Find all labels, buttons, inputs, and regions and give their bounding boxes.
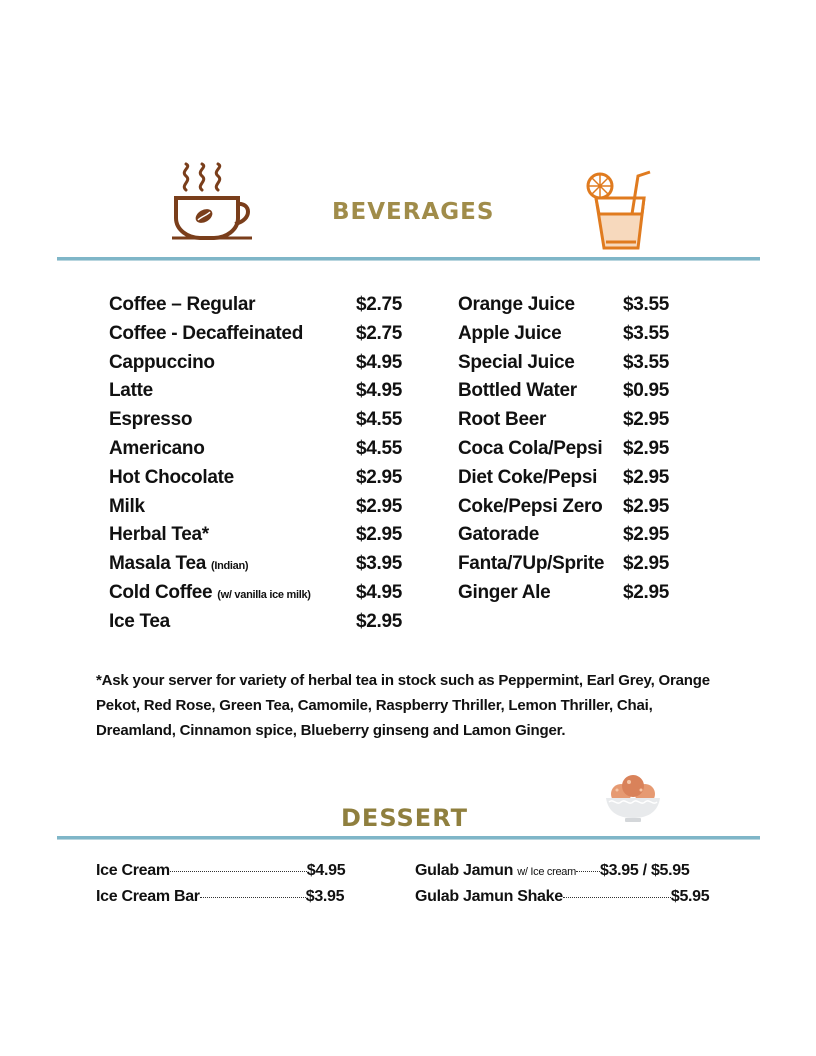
menu-item [109,352,409,381]
menu-item [458,380,688,409]
menu-item [458,553,688,582]
dessert-text: $4.95 [306,862,346,879]
item-name: Ginger Ale [458,581,551,603]
dessert-title: DESSERT [341,804,468,832]
menu-item [458,409,688,438]
item-price: $2.95 [623,437,670,459]
item-price: $2.95 [356,610,403,632]
herbal-tea-footnote: *Ask your server for variety of herbal tea in stock such as Peppermint, Earl Grey, Orange Pekot, Red Rose, Green Tea, Camomile, Raspberry Thriller, Lemon Thriller, Chai, Dreamland, Cinnamon spice, Blueberry ginseng and Lamon Ginger. [96,672,710,739]
menu-item [458,323,688,352]
item-price: $2.95 [356,495,403,517]
item-name: Root Beer [458,409,547,431]
item-price: $2.95 [623,524,670,546]
item-price: $2.75 [356,322,403,344]
beverages-title: BEVERAGES [332,199,495,225]
dessert-item [415,888,709,906]
item-name: Espresso [109,409,193,431]
item-name: Latte [109,380,153,402]
item-price: $2.95 [623,553,670,575]
beverages-left-column [109,294,409,640]
menu-item [109,524,409,553]
dessert-text: Ice Cream Bar [96,888,200,905]
item-note: w/ Ice cream [517,866,576,878]
item-name: Bottled Water [458,380,577,402]
dessert-text: $5.95 [670,888,710,905]
item-name: Orange Juice [458,294,575,315]
item-name: Americano [109,437,205,459]
menu-item [109,611,409,640]
menu-item [458,467,688,496]
item-name: Masala Tea (Indian) [109,553,249,575]
item-name: Herbal Tea* [109,524,209,546]
item-price: $4.55 [356,437,403,459]
dessert-text: $3.95 [305,888,345,905]
dot-leader [170,871,307,872]
item-price: $0.95 [623,380,670,402]
item-name: Coffee – Regular [109,294,256,315]
juice-glass-icon [582,170,654,252]
dessert-divider [57,836,760,839]
dessert-text: Gulab Jamun Shake [415,888,563,905]
item-name: Hot Chocolate [109,466,234,488]
item-price: $2.95 [356,524,403,546]
menu-item [109,553,409,582]
dessert-item [415,862,689,880]
menu-item [109,380,409,409]
item-name: Apple Juice [458,322,562,344]
item-name: Coffee - Decaffeinated [109,322,303,344]
dessert-item [96,888,344,906]
menu-item [458,294,688,323]
dot-leader [200,897,306,898]
item-price: $4.95 [356,581,403,603]
menu-item [109,438,409,467]
item-name: Diet Coke/Pepsi [458,466,598,488]
item-price: $2.95 [623,495,670,517]
menu-item [109,294,409,323]
dot-leader [576,871,600,872]
item-price: $4.95 [356,380,403,402]
item-price: $3.55 [623,351,670,373]
item-price: $2.95 [623,409,670,431]
dessert-item [96,862,345,880]
item-name: Cold Coffee (w/ vanilla ice milk) [109,581,311,603]
menu-item [458,496,688,525]
item-price: $3.95 [356,553,403,575]
beverages-divider [57,257,760,260]
dot-leader [563,897,671,898]
beverages-right-column [458,294,688,611]
item-price: $3.55 [623,322,670,344]
menu-item [458,582,688,611]
menu-item [458,352,688,381]
dessert-text: Ice Cream [96,862,170,879]
dessert-text: Gulab Jamun [415,862,514,879]
item-note: (w/ vanilla ice milk) [217,588,311,601]
menu-item [458,438,688,467]
menu-item [109,409,409,438]
item-price: $2.95 [623,466,670,488]
menu-item [458,524,688,553]
item-name: Fanta/7Up/Sprite [458,553,605,575]
item-price: $4.55 [356,409,403,431]
dessert-text: $3.95 / $5.95 [599,862,690,879]
item-note: (Indian) [210,560,249,573]
item-name: Gatorade [458,524,540,546]
menu-item [109,496,409,525]
item-name: Special Juice [458,351,575,373]
menu-item [109,323,409,352]
item-price: $4.95 [356,351,403,373]
menu-item [109,582,409,611]
item-name: Coca Cola/Pepsi [458,437,603,459]
coffee-cup-icon [170,162,256,242]
item-name: Cappuccino [109,351,215,373]
item-price: $3.55 [623,294,670,315]
item-name: Milk [109,495,145,517]
item-price: $2.75 [356,294,403,315]
item-name: Coke/Pepsi Zero [458,495,603,517]
gulab-jamun-bowl-icon [603,770,663,826]
item-price: $2.95 [356,466,403,488]
item-name: Ice Tea [109,610,170,632]
item-price: $2.95 [623,581,670,603]
menu-item [109,467,409,496]
